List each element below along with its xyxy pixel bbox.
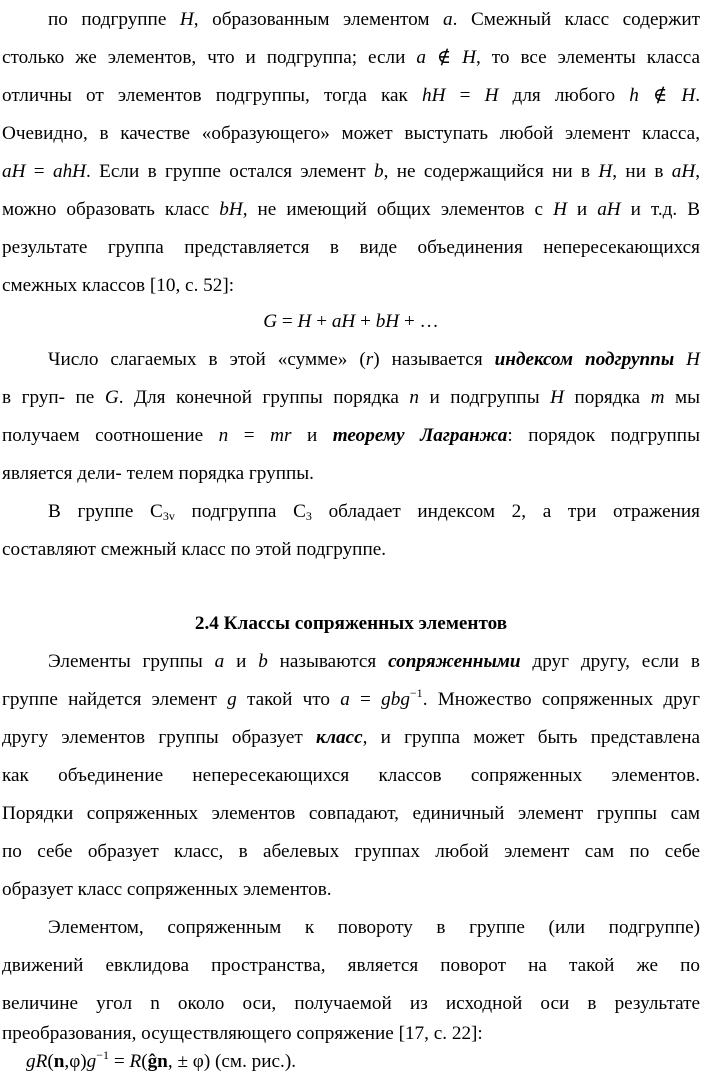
term-index: индексом подгруппы (494, 349, 675, 370)
text-line: в груп- пе G. Для конечной группы порядка n и подгруппы H порядка m мы (2, 387, 700, 408)
text-line: другу элементов группы образует класс, и группа может быть представлена (2, 727, 700, 748)
text-line: можно образовать класс bH, не имеющий общих элементов с H и aH и т.д. В (2, 199, 700, 220)
term-class: класс (316, 727, 363, 748)
text-line: отличны от элементов подгруппы, тогда как hH = H для любого h ∉ H. (2, 85, 700, 106)
text-line: составляют смежный класс по этой подгруппе. (2, 539, 387, 560)
text-line: Порядки сопряженных элементов совпадают, единичный элемент группы сам (2, 803, 700, 824)
text-line: по подгруппе H, образованным элементом a. Смежный класс содержит (48, 9, 700, 30)
text-line: величине угол n около оси, получаемой из исходной оси в результате (2, 993, 700, 1014)
formula-conjugate-rotation: $gR(n,\varphi)g^{-1}$ = R(ĝn, ± φ) (см. рис.). (26, 1048, 297, 1072)
text-line: столько же элементов, что и подгруппа; если a ∉ H, то все элементы класса (2, 47, 700, 68)
text-line: является дели- телем порядка группы. (2, 463, 314, 484)
text-line: результате группа представляется в виде объединения непересекающихся (2, 237, 700, 258)
text-line: как объединение непересекающихся классов сопряженных элементов. (2, 765, 700, 786)
term-conjugate: сопряженными (388, 651, 521, 672)
term-lagrange: теорему Лагранжа (332, 425, 508, 446)
text-line: получаем соотношение n = mr и теорему Лагранжа: порядок подгруппы (2, 425, 700, 446)
text-line: Очевидно, в качестве «образующего» может выступать любой элемент класса, (2, 123, 700, 144)
text-line: по себе образует класс, в абелевых группах любой элемент сам по себе (2, 841, 700, 862)
text-line: образует класс сопряженных элементов. (2, 879, 332, 900)
section-heading: 2.4 Классы сопряженных элементов (194, 613, 508, 634)
text-line: Число слагаемых в этой «сумме» (r) называется индексом подгруппы H (48, 349, 700, 370)
text-line: Элементы группы a и b называются сопряженными друг другу, если в (48, 651, 700, 672)
text-line: смежных классов [10, с. 52]: (2, 275, 235, 296)
text-line: aH = ahH. Если в группе остался элемент b, не содержащийся ни в H, ни в aH, (2, 161, 700, 182)
text-line: движений евклидова пространства, является поворот на такой же по (2, 955, 700, 976)
text-line: В группе $С_{3v}$ подгруппа $С_3$ обладает индексом 2, а три отражения (48, 501, 701, 523)
text-line: Элементом, сопряженным к повороту в группе (или подгруппе) (48, 917, 700, 938)
text-line: преобразования, осуществляющего сопряжение [17, с. 22]: (2, 1023, 483, 1044)
text-line: группе найдется элемент g такой что a = gbg$^{-1}$. Множество сопряженных друг (2, 686, 700, 710)
formula-cosets: G = H + aH + bH + … (263, 311, 439, 332)
